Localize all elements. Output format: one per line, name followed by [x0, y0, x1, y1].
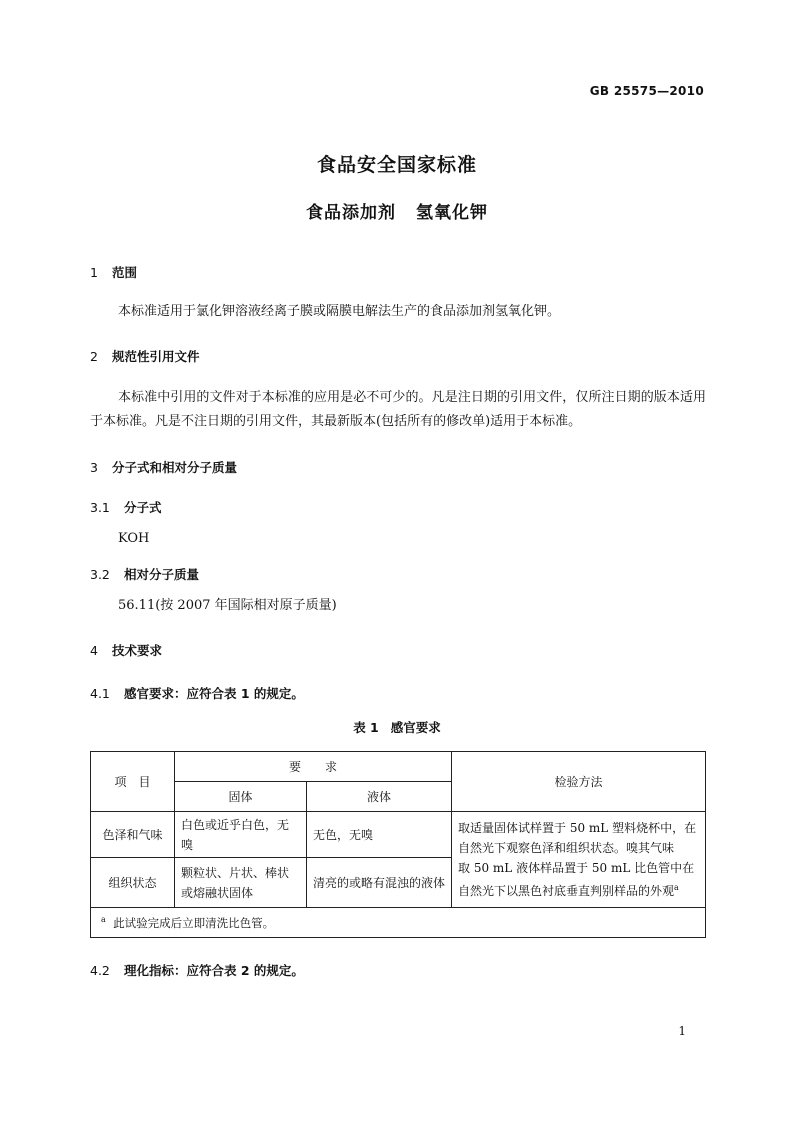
section-3-2-heading — [90, 565, 199, 583]
row-item: 组织状态 — [91, 858, 175, 908]
row-item: 色泽和气味 — [91, 812, 175, 858]
section-2-heading — [90, 347, 200, 365]
section-number: 1 — [90, 265, 98, 280]
section-1-text: 本标准适用于氯化钾溶液经离子膜或隔膜电解法生产的食品添加剂氢氧化钾。 — [118, 304, 561, 319]
section-3-heading — [90, 458, 237, 476]
table-caption-number: 表 1 — [353, 720, 379, 735]
table-row — [91, 812, 706, 858]
section-title: 理化指标：应符合表 2 的规定。 — [124, 963, 304, 978]
section-number: 3 — [90, 460, 98, 475]
table-footnote — [91, 908, 706, 938]
section-title: 相对分子质量 — [124, 567, 200, 582]
row-liquid: 清亮的或略有混浊的液体 — [307, 858, 452, 908]
footnote-text: 此试验完成后立即清洗比色管。 — [113, 915, 275, 930]
molecular-weight: 56.11(按 2007 年国际相对原子质量) — [118, 598, 337, 613]
row-solid: 白色或近乎白色，无嗅 — [175, 812, 307, 858]
page-number: 1 — [678, 1024, 686, 1038]
section-title: 技术要求 — [112, 643, 163, 658]
method-text-2: 取 50 mL 液体样品置于 50 mL 比色管中在自然光下以黑色衬底垂直判别样品的外观$^a$ — [458, 861, 695, 898]
row-liquid: 无色，无嗅 — [307, 812, 452, 858]
molecular-formula: KOH — [118, 531, 150, 546]
row-method — [452, 812, 706, 908]
section-number: 4.1 — [90, 686, 110, 701]
section-title: 分子式和相对分子质量 — [112, 460, 238, 475]
method-text-1: 取适量固体试样置于 50 mL 塑料烧杯中，在自然光下观察色泽和组织状态。嗅其气味 — [458, 821, 697, 855]
footnote-ref: a — [674, 883, 679, 892]
section-1-heading — [90, 263, 137, 281]
subtitle-part2: 氢氧化钾 — [416, 203, 488, 223]
section-4-1-heading — [90, 684, 304, 702]
sensory-requirements-table — [90, 751, 706, 938]
header-method: 检验方法 — [452, 752, 706, 812]
section-title: 规范性引用文件 — [112, 349, 200, 364]
section-number: 3.2 — [90, 567, 110, 582]
header-requirement: 要 求 — [175, 752, 452, 782]
section-number: 4.2 — [90, 963, 110, 978]
section-title: 范围 — [112, 265, 138, 280]
section-number: 4 — [90, 643, 98, 658]
section-3-1-heading — [90, 498, 162, 516]
header-item: 项 目 — [91, 752, 175, 812]
document-title: 食品安全国家标准 — [316, 154, 477, 176]
footnote-mark: a — [101, 914, 106, 924]
section-4-2-heading — [90, 961, 304, 979]
document-subtitle — [0, 198, 794, 223]
table-1-caption — [0, 718, 794, 736]
subtitle-part1: 食品添加剂 — [306, 203, 396, 223]
standard-code: GB 25575—2010 — [589, 84, 704, 98]
header-solid: 固体 — [175, 782, 307, 812]
section-title: 感官要求：应符合表 1 的规定。 — [124, 686, 304, 701]
header-liquid: 液体 — [307, 782, 452, 812]
section-title: 分子式 — [124, 500, 162, 515]
section-2-text: 本标准中引用的文件对于本标准的应用是必不可少的。凡是注日期的引用文件，仅所注日期的版本适用于本标准。凡是不注日期的引用文件，其最新版本(包括所有的修改单)适用于本标准。 — [90, 390, 706, 429]
section-number: 3.1 — [90, 500, 110, 515]
table-caption-title: 感官要求 — [390, 720, 441, 735]
section-number: 2 — [90, 349, 98, 364]
row-solid: 颗粒状、片状、棒状或熔融状固体 — [175, 858, 307, 908]
section-4-heading — [90, 641, 162, 659]
